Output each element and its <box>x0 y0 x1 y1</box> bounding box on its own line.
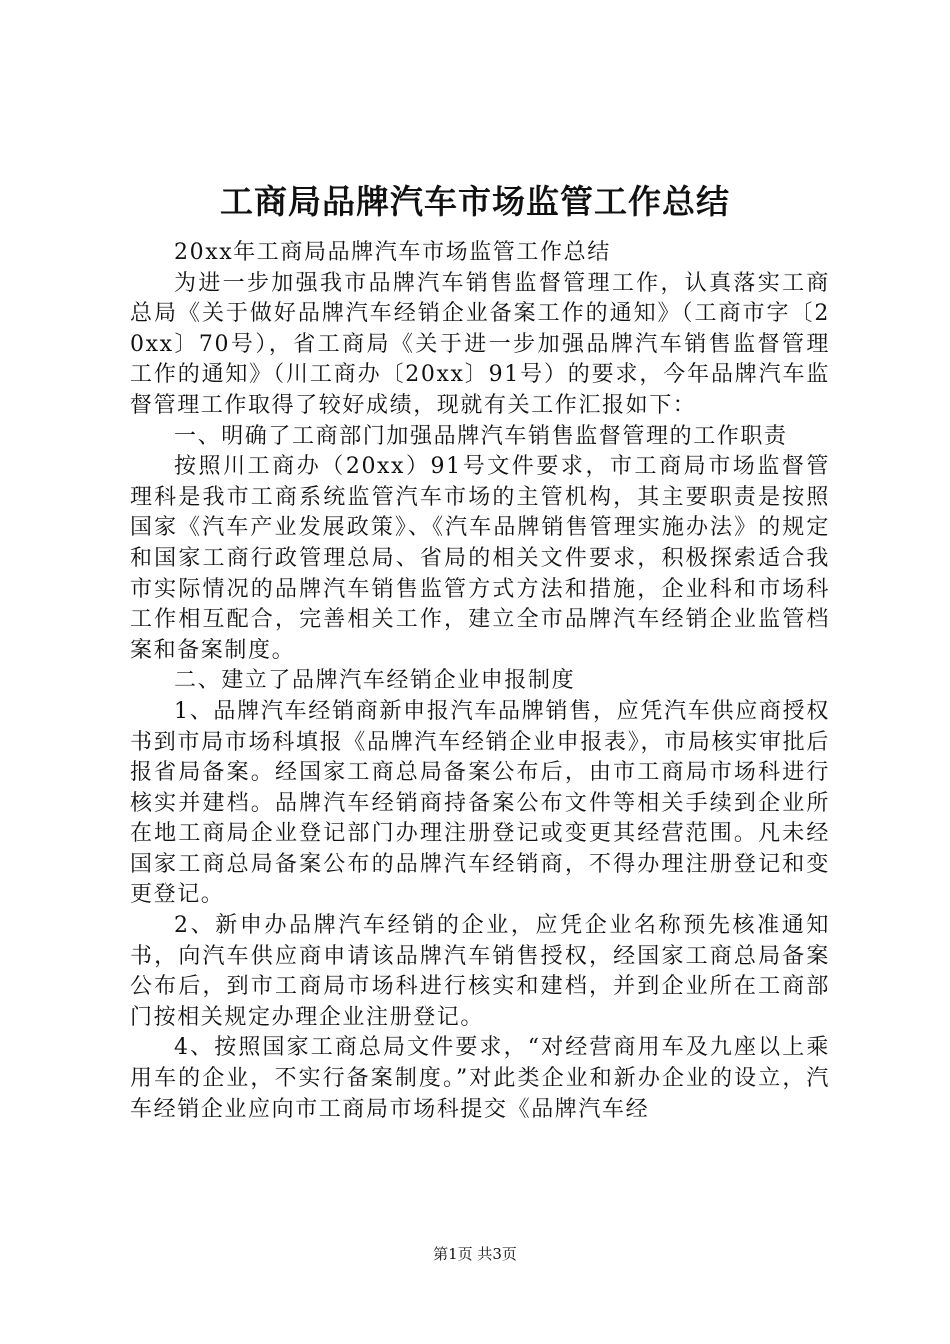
paragraph-item-4: 4、按照国家工商总局文件要求，“对经营商用车及九座以上乘用车的企业，不实行备案制度。”对此类企业和新办企业的设立，汽车经销企业应向市工商局市场科提交《品牌汽车经 <box>130 1035 830 1122</box>
document-body <box>130 238 830 1125</box>
paragraph-section-1: 按照川工商办（20xx）91号文件要求，市工商局市场监督管理科是我市工商系统监管汽车市场的主管机构，其主要职责是按照国家《汽车产业发展政策》、《汽车品牌销售管理实施办法》的规定和国家工商行政管理总局、省局的相关文件要求，积极探索适合我市实际情况的品牌汽车销售监管方式方法和措施，企业科和市场科工作相互配合，完善相关工作，建立全市品牌汽车经销企业监管档案和备案制度。 <box>130 454 830 663</box>
paragraph-item-2: 2、新申办品牌汽车经销的企业，应凭企业名称预先核准通知书，向汽车供应商申请该品牌汽车销售授权，经国家工商总局备案公布后，到市工商局市场科进行核实和建档，并到企业所在工商部门按相关规定办理企业注册登记。 <box>130 913 830 1030</box>
section-heading-1: 一、明确了工商部门加强品牌汽车销售监督管理的工作职责 <box>174 423 788 449</box>
paragraph-intro: 为进一步加强我市品牌汽车销售监督管理工作，认真落实工商总局《关于做好品牌汽车经销企业备案工作的通知》（工商市字〔20xx〕70号），省工商局《关于进一步加强品牌汽车销售监督管理工作的通知》（川工商办〔20xx〕91号）的要求，今年品牌汽车监督管理工作取得了较好成绩，现就有关工作汇报如下： <box>130 270 830 418</box>
section-heading-2: 二、建立了品牌汽车经销企业申报制度 <box>174 668 576 694</box>
document-title: 工商局品牌汽车市场监管工作总结 <box>220 182 730 221</box>
paragraph-item-1: 1、品牌汽车经销商新申报汽车品牌销售，应凭汽车供应商授权书到市局市场科填报《品牌汽车经销企业申报表》，市局核实审批后报省局备案。经国家工商总局备案公布后，由市工商局市场科进行核实并建档。品牌汽车经销商持备案公布文件等相关手续到企业所在地工商局企业登记部门办理注册登记或变更其经营范围。凡未经国家工商总局备案公布的品牌汽车经销商，不得办理注册登记和变更登记。 <box>130 698 830 908</box>
paragraph-subtitle: 20xx年工商局品牌汽车市场监管工作总结 <box>174 240 611 265</box>
page-footer: 第1页 共3页 <box>433 1245 517 1263</box>
